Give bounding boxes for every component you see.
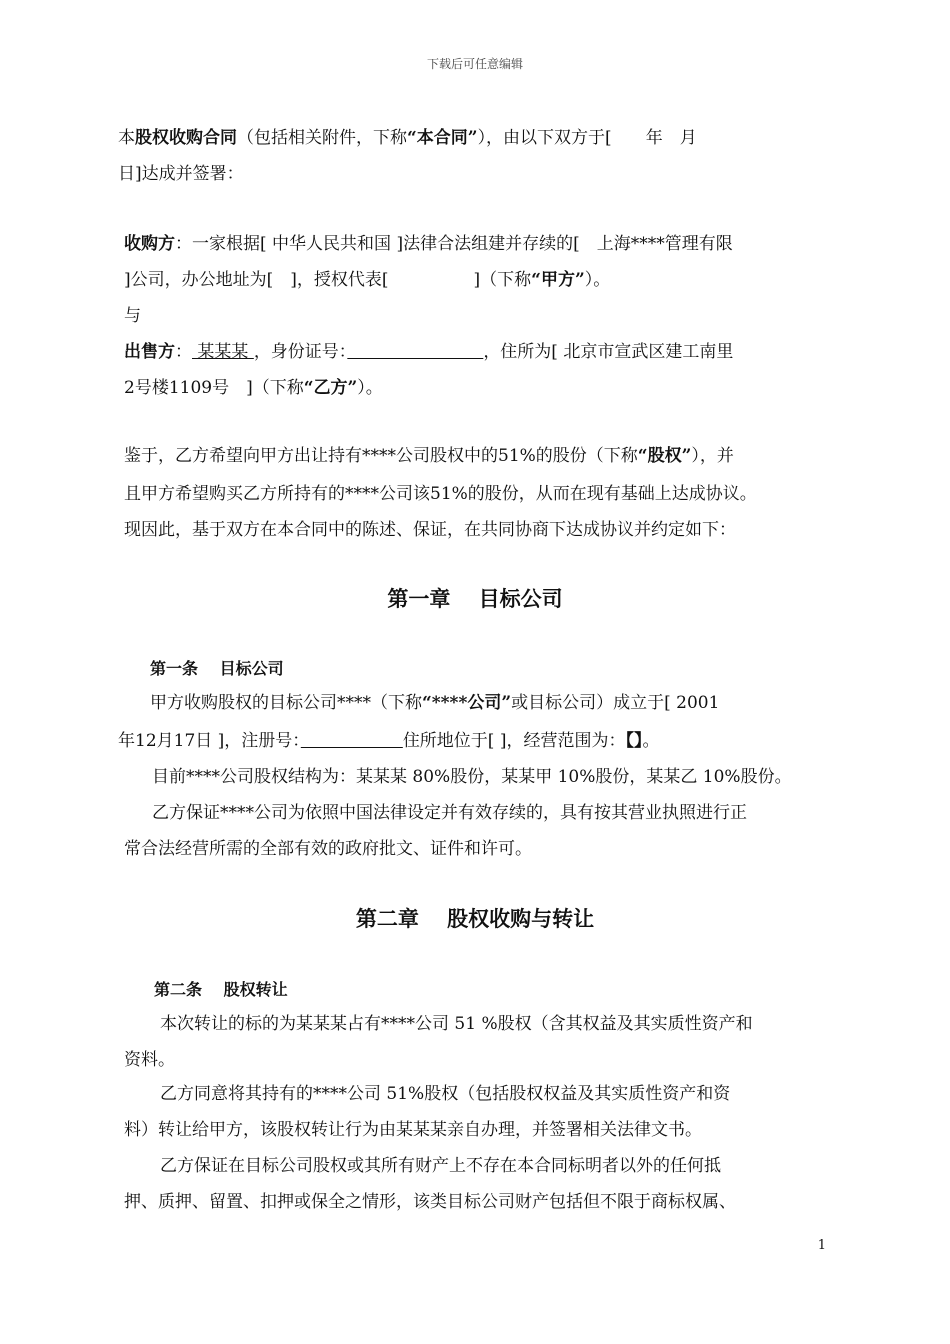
text: 鉴于，乙方希望向甲方出让持有****公司股权中的51%的股份（下称 <box>124 446 638 466</box>
article-1-title: 第一条 目标公司 <box>150 659 284 678</box>
buyer-line-2 <box>124 268 610 292</box>
contract-alias: “本合同” <box>407 128 478 148</box>
text: ）。 <box>584 270 611 290</box>
text: ： <box>175 342 192 362</box>
article-2-p1-line-2: 资料。 <box>124 1050 175 1070</box>
article-2-title: 第二条 股权转让 <box>154 980 288 999</box>
registration-number-blank <box>301 731 403 751</box>
intro-line-2: 日]达成并签署： <box>118 164 244 184</box>
seller-line-1 <box>124 340 733 364</box>
text: 或目标公司）成立于[ 2001 <box>511 693 720 713</box>
text: ，住所为[ 北京市宣武区建工南里 <box>483 342 734 362</box>
company-alias: “****公司” <box>422 693 512 713</box>
article-1-p1-line-2 <box>118 729 659 753</box>
text: 2号楼1109号 ]（下称 <box>124 378 304 398</box>
article-2-p1-line-1: 本次转让的标的为某某某占有****公司 51 %股权（含其权益及其实质性资产和 <box>160 1014 753 1034</box>
page-header: 下载后可任意编辑 <box>426 57 523 71</box>
text: 住所地位于[ ]，经营范围为： <box>402 731 626 751</box>
whereas-line-1 <box>124 444 734 468</box>
buyer-line-1 <box>124 232 733 256</box>
text: ]公司，办公地址为[ ]，授权代表[ ]（下称 <box>124 270 532 290</box>
text: ），由以下双方于[ 年 月 <box>477 128 697 148</box>
whereas-line-3: 现因此，基于双方在本合同中的陈述、保证，在共同协商下达成协议并约定如下： <box>124 520 736 540</box>
chapter-1-heading: 第一章 目标公司 <box>387 586 563 611</box>
article-1-p3-line-2: 常合法经营所需的全部有效的政府批文、证件和许可。 <box>124 839 532 859</box>
text: 甲方收购股权的目标公司****（下称 <box>150 693 422 713</box>
article-2-p3-line-1: 乙方保证在目标公司股权或其所有财产上不存在本合同标明者以外的任何抵 <box>160 1156 721 1176</box>
id-number-blank <box>347 342 483 362</box>
and-word: 与 <box>124 306 141 326</box>
text: ：一家根据[ 中华人民共和国 ]法律合法组建并存续的[ 上海****管理有限 <box>175 234 733 254</box>
text: （包括相关附件，下称 <box>237 128 407 148</box>
contract-name: 股权收购合同 <box>135 128 237 148</box>
article-1-p1-line-1 <box>150 691 719 715</box>
article-2-p2-line-1: 乙方同意将其持有的****公司 51%股权（包括股权权益及其实质性资产和资 <box>160 1084 731 1104</box>
article-1-p2: 目前****公司股权结构为：某某某 80%股份，某某甲 10%股份，某某乙 10%股份。 <box>152 767 792 787</box>
text: ），并 <box>691 446 734 466</box>
whereas-line-2: 且甲方希望购买乙方所持有的****公司该51%的股份，从而在现有基础上达成协议。 <box>124 484 757 504</box>
chapter-2-heading: 第二章 股权收购与转让 <box>355 906 595 931</box>
text: 。 <box>642 731 660 751</box>
equity-alias: “股权” <box>637 446 692 466</box>
buyer-label: 收购方 <box>124 234 175 254</box>
party-a-alias: “甲方” <box>531 270 585 290</box>
page-number: 1 <box>817 1238 826 1253</box>
seller-name: 某某某 <box>192 342 254 362</box>
intro-line-1 <box>118 126 697 150</box>
party-b-alias: “乙方” <box>303 378 358 398</box>
seller-label: 出售方 <box>124 342 175 362</box>
text: ）。 <box>357 378 383 398</box>
article-2-p2-line-2: 料）转让给甲方，该股权转让行为由某某某亲自办理，并签署相关法律文书。 <box>124 1120 702 1140</box>
text: 本 <box>118 128 135 148</box>
text: ，身份证号： <box>253 342 348 362</box>
article-1-p3-line-1: 乙方保证****公司为依照中国法律设定并有效存续的，具有按其营业执照进行正 <box>152 803 747 823</box>
business-scope-bracket: 【】 <box>625 731 643 751</box>
seller-line-2 <box>124 376 383 400</box>
article-2-p3-line-2: 押、质押、留置、扣押或保全之情形，该类目标公司财产包括但不限于商标权属、 <box>124 1192 736 1212</box>
text: 年12月17日 ]，注册号： <box>118 731 301 751</box>
